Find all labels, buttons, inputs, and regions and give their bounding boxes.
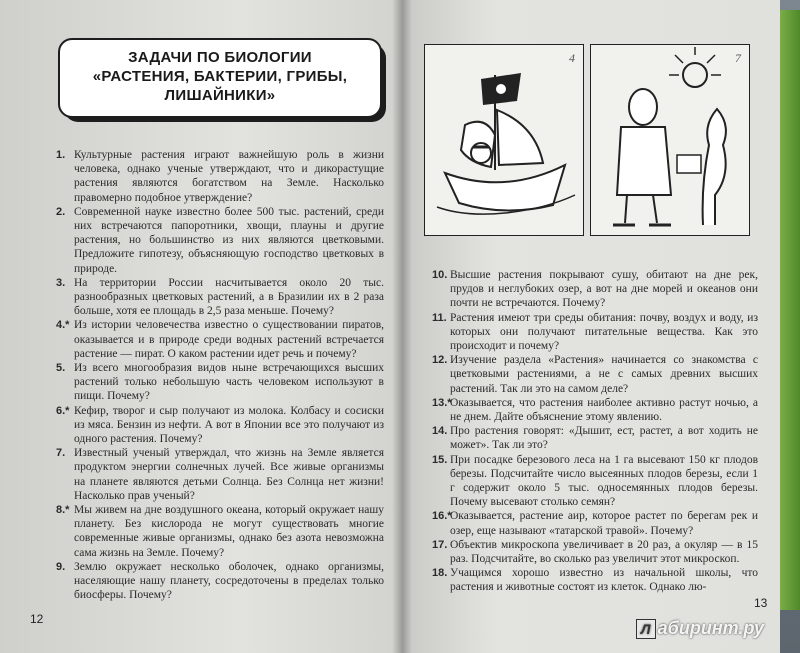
banner-line-3: ЛИШАЙНИКИ» xyxy=(164,87,276,104)
task-item xyxy=(56,276,384,319)
task-number: 4.* xyxy=(56,319,70,332)
book-gutter-shadow xyxy=(392,0,412,653)
task-item xyxy=(56,446,384,503)
task-text: Землю окружает несколько оболочек, однако организмы, населяющие нашу планету, сосредоточены в пределах только биосферы. Почему? xyxy=(74,560,384,602)
title-banner xyxy=(58,38,382,118)
task-item xyxy=(432,538,758,566)
task-text: Оказывается, растение аир, которое растет по берегам рек и озер, еще называют «татарской травой». Почему? xyxy=(450,510,758,537)
task-text: На территории России насчитывается около 20 тыс. разнообразных цветковых растений, а в Бразилии их в 2 раза больше, хотя ее площадь в 2,5 раза меньше. Почему? xyxy=(74,276,384,318)
task-number: 5. xyxy=(56,362,66,375)
task-text: Изучение раздела «Растения» начинается со знакомства с цветковыми растениями, а не с самых древних высших растений. Так ли это на самом деле? xyxy=(450,354,758,395)
page-number-left: 12 xyxy=(30,612,44,626)
task-number: 17. xyxy=(432,538,448,551)
labirint-watermark xyxy=(636,618,764,639)
watermark-text: абиринт.ру xyxy=(657,617,764,638)
task-item xyxy=(56,148,384,205)
task-number: 18. xyxy=(432,567,448,580)
task-number: 14. xyxy=(432,425,448,438)
task-text: При посадке березового леса на 1 га высевают 150 кг плодов березы. Подсчитайте число высеянных плодов березы, если 1 г содержит около 5 тыс. односемянных плодов березы. Почему высевают столько семян? xyxy=(450,453,758,509)
task-item xyxy=(56,318,384,361)
task-number: 10. xyxy=(432,269,448,281)
banner-title xyxy=(60,48,380,105)
task-number: 8.* xyxy=(56,504,70,517)
task-number: 16.* xyxy=(432,510,452,523)
task-text: Из всего многообразия видов ныне встречающихся высших растений только небольшую часть человеком используют в пищи. Почему? xyxy=(74,362,384,403)
figure-frame-man xyxy=(590,44,750,236)
page-number-right: 13 xyxy=(754,596,768,610)
task-text: Из истории человечества известно о существовании пиратов, оказывается и в природе среди водных растений встречается растение — пират. О каком растении идет речь и почему? xyxy=(74,319,384,360)
figure-label-4: 4 xyxy=(569,51,575,65)
task-text: Культурные растения играют важнейшую роль в жизни человека, однако ученые утверждают, что и дикорастущие растения являются богатством на Земле. Насколько правомерно подобное утверждение? xyxy=(74,149,384,204)
right-task-list xyxy=(432,268,758,595)
figure-frame-pirate xyxy=(424,44,584,236)
task-number: 7. xyxy=(56,447,66,460)
task-item xyxy=(432,424,758,452)
task-text: Учащимся хорошо известно из начальной школы, что растения и животные состоят из клеток. Однако лю- xyxy=(450,567,758,594)
task-number: 6.* xyxy=(56,404,70,417)
task-item xyxy=(432,566,758,594)
task-item xyxy=(432,268,758,311)
task-item xyxy=(432,509,758,537)
task-item xyxy=(432,453,758,510)
watermark-logo-mark: Л xyxy=(636,619,656,639)
task-item xyxy=(432,311,758,354)
task-number: 15. xyxy=(432,453,448,466)
task-item xyxy=(432,353,758,396)
task-item xyxy=(56,560,384,603)
task-text: Известный ученый утверждал, что жизнь на Земле является продуктом энергии солнечных лучей. Все живые организмы на планете являются детьми Солнца. Без Солнца нет жизни! Насколько прав ученый? xyxy=(74,447,384,502)
figure-label-7: 7 xyxy=(735,51,741,65)
task-item xyxy=(56,205,384,276)
banner-line-2: «РАСТЕНИЯ, БАКТЕРИИ, ГРИБЫ, xyxy=(92,68,348,85)
task-text: Растения имеют три среды обитания: почву, воздух и воду, из которых они получают питательные вещества. Как это происходит и почему? xyxy=(450,311,758,353)
task-number: 13.* xyxy=(432,396,452,409)
task-number: 11. xyxy=(432,311,447,324)
book-cover-edge xyxy=(778,10,800,610)
task-item xyxy=(56,503,384,560)
task-item xyxy=(56,404,384,447)
task-number: 12. xyxy=(432,354,448,367)
task-number: 9. xyxy=(56,560,66,573)
task-number: 3. xyxy=(56,276,66,289)
right-page xyxy=(402,0,780,653)
task-text: Мы живем на дне воздушного океана, который окружает нашу планету. Без кислорода не могут существовать многие современные живые организмы, однако без азота невозможна сама жизнь на Земле. Почему? xyxy=(74,504,384,559)
task-text: Современной науке известно более 500 тыс. растений, среди них встречаются папоротники, хвощи, плауны и другие растения, но большинство из них являются цветковыми. Предложите гипотезу, объясняющую господство цветковых в природе. xyxy=(74,205,384,275)
banner-line-1: ЗАДАЧИ ПО БИОЛОГИИ xyxy=(128,49,312,66)
task-text: Высшие растения покрывают сушу, обитают на дне рек, прудов и неглубоких озер, а вот на дне морей и океанов они почти не встречаются. Почему? xyxy=(450,269,758,310)
pirate-ship-icon xyxy=(425,45,583,235)
left-task-list xyxy=(56,148,384,603)
task-text: Оказывается, что растения наиболее активно растут ночью, а не днем. Дайте объяснение этому явлению. xyxy=(450,396,758,424)
task-item xyxy=(432,396,758,424)
task-number: 1. xyxy=(56,149,66,161)
task-number: 2. xyxy=(56,205,66,218)
task-text: Объектив микроскопа увеличивает в 20 раз, а окуляр — в 15 раз. Подсчитайте, во сколько раз увеличит этот микроскоп. xyxy=(450,538,758,566)
task-item xyxy=(56,361,384,404)
man-with-plant-icon xyxy=(591,45,749,235)
task-text: Про растения говорят: «Дышит, ест, растет, а вот ходить не может». Так ли это? xyxy=(450,425,758,452)
task-text: Кефир, творог и сыр получают из молока. Колбасу и сосиски из мяса. Бензин из нефти. А вот в Японии все это получают из одного растения. Почему? xyxy=(74,404,384,446)
